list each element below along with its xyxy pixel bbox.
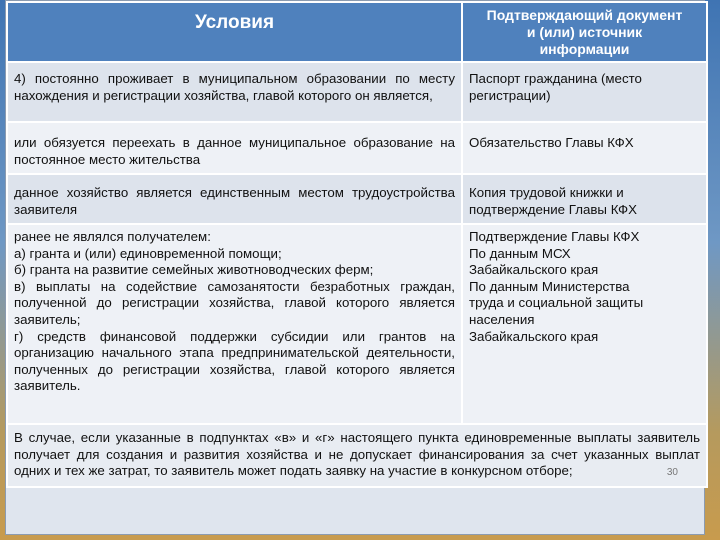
table-row: [7, 224, 707, 424]
document-cell: Подтверждение Главы КФХ По данным МСХ Забайкальского края По данным Министерства труда и социальной защиты населения Забайкальского края: [462, 224, 707, 424]
condition-cell: ранее не являлся получателем: а) гранта и (или) единовременной помощи; б) гранта на развитие семейных животноводческих ферм; в) выплаты на содействие самозанятости безработных граждан, полученной до регистрации хозяйства, главой которого является заявитель; г) средств финансовой поддержки субсидии или грантов на организацию начального этапа предпринимательской деятельности, полученных до регистрации хозяйства, главой которого является заявитель.: [7, 224, 462, 424]
table-header-row: [7, 2, 707, 62]
document-cell: Обязательство Главы КФХ: [462, 122, 707, 174]
header-document: Подтверждающий документ и (или) источник информации: [462, 2, 707, 62]
condition-cell: данное хозяйство является единственным местом трудоустройства заявителя: [7, 174, 462, 224]
table-row: [7, 122, 707, 174]
condition-cell: 4) постоянно проживает в муниципальном образовании по месту нахождения и регистрации хозяйства, главой которого он является,: [7, 62, 462, 122]
condition-cell: или обязуется переехать в данное муниципальное образование на постоянное место жительства: [7, 122, 462, 174]
document-cell: Копия трудовой книжки и подтверждение Главы КФХ: [462, 174, 707, 224]
slide-frame: [5, 0, 705, 535]
table-row: [7, 174, 707, 224]
conditions-table: [6, 1, 708, 488]
footer-note-cell: [7, 424, 707, 487]
header-conditions: Условия: [7, 2, 462, 62]
page-number: 30: [666, 467, 678, 479]
footer-row: [7, 424, 707, 487]
table-row: [7, 62, 707, 122]
document-cell: Паспорт гражданина (место регистрации): [462, 62, 707, 122]
footer-note: В случае, если указанные в подпунктах «в» и «г» настоящего пункта единовременные выплаты заявитель получает для создания и развития хозяйства и не допускает финансирования за счет указанных выплат одних и тех же затрат, то заявитель может подать заявку на участие в конкурсном отборе;: [14, 430, 700, 479]
